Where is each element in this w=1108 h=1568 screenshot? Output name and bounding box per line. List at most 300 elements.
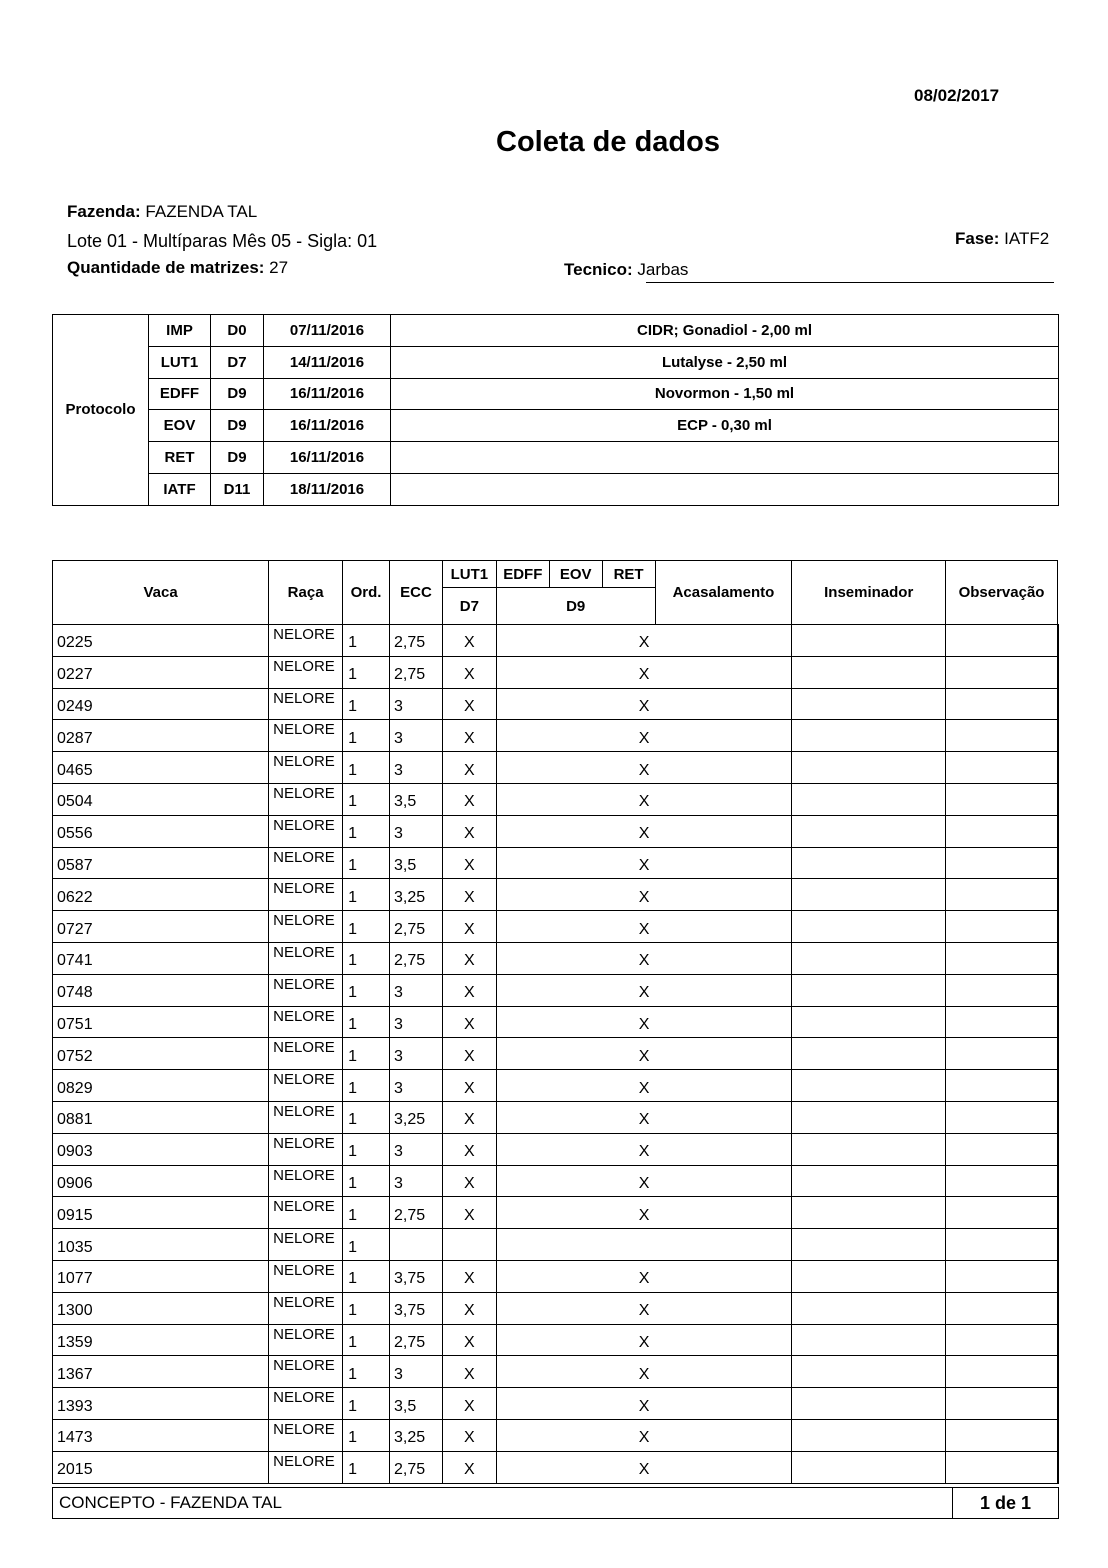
phase-label: Fase: bbox=[955, 229, 1000, 248]
protocol-day: D9 bbox=[211, 442, 264, 474]
cow-order: 1 bbox=[343, 783, 390, 815]
table-row bbox=[53, 974, 1059, 1006]
cow-order: 1 bbox=[343, 1133, 390, 1165]
cow-breed: NELORE bbox=[269, 1356, 343, 1388]
cow-acasalamento-cell bbox=[792, 1229, 946, 1261]
protocol-row bbox=[53, 473, 1059, 505]
cow-inseminador-cell bbox=[946, 783, 1058, 815]
cow-inseminador-cell bbox=[946, 1260, 1058, 1292]
cow-ecc bbox=[390, 1229, 443, 1261]
cow-d9-mark: X bbox=[496, 720, 792, 752]
cow-inseminador-cell bbox=[946, 942, 1058, 974]
protocol-row bbox=[53, 346, 1059, 378]
cow-inseminador-cell bbox=[946, 752, 1058, 784]
cow-d7-mark: X bbox=[442, 688, 496, 720]
cow-ecc: 3 bbox=[390, 1070, 443, 1102]
protocol-code: EDFF bbox=[149, 378, 211, 410]
protocol-day: D9 bbox=[211, 410, 264, 442]
cow-observacao-cell bbox=[1058, 720, 1059, 752]
cow-observacao-cell bbox=[1058, 815, 1059, 847]
cow-order: 1 bbox=[343, 1451, 390, 1483]
cow-breed: NELORE bbox=[269, 1324, 343, 1356]
farm-label: Fazenda: bbox=[67, 202, 141, 221]
header-observacao: Observação bbox=[946, 561, 1058, 625]
cow-id: 0727 bbox=[53, 911, 269, 943]
table-row bbox=[53, 1165, 1059, 1197]
cow-acasalamento-cell bbox=[792, 1006, 946, 1038]
cow-acasalamento-cell bbox=[792, 752, 946, 784]
protocol-day: D0 bbox=[211, 315, 264, 347]
cow-ecc: 3,75 bbox=[390, 1260, 443, 1292]
table-row bbox=[53, 942, 1059, 974]
cow-order: 1 bbox=[343, 752, 390, 784]
cow-observacao-cell bbox=[1058, 879, 1059, 911]
cow-d9-mark: X bbox=[496, 1292, 792, 1324]
protocol-code: RET bbox=[149, 442, 211, 474]
header-eov: EOV bbox=[549, 561, 602, 588]
cow-ecc: 3 bbox=[390, 688, 443, 720]
cow-observacao-cell bbox=[1058, 656, 1059, 688]
protocol-row bbox=[53, 378, 1059, 410]
cow-d7-mark: X bbox=[442, 1292, 496, 1324]
cow-order: 1 bbox=[343, 1229, 390, 1261]
cow-breed: NELORE bbox=[269, 1419, 343, 1451]
cow-id: 0906 bbox=[53, 1165, 269, 1197]
header-acasalamento: Acasalamento bbox=[655, 561, 792, 625]
cow-acasalamento-cell bbox=[792, 879, 946, 911]
cow-inseminador-cell bbox=[946, 1038, 1058, 1070]
cow-id: 1077 bbox=[53, 1260, 269, 1292]
cow-d7-mark: X bbox=[442, 1101, 496, 1133]
table-row bbox=[53, 752, 1059, 784]
cow-observacao-cell bbox=[1058, 1229, 1059, 1261]
cow-order: 1 bbox=[343, 1197, 390, 1229]
cow-id: 1359 bbox=[53, 1324, 269, 1356]
header-ecc: ECC bbox=[390, 561, 443, 625]
cow-d7-mark: X bbox=[442, 847, 496, 879]
cow-d9-mark: X bbox=[496, 625, 792, 657]
phase-line bbox=[955, 229, 1049, 249]
cow-d7-mark: X bbox=[442, 1038, 496, 1070]
cow-observacao-cell bbox=[1058, 942, 1059, 974]
cow-breed: NELORE bbox=[269, 1070, 343, 1102]
protocol-label: Protocolo bbox=[53, 315, 149, 506]
cow-inseminador-cell bbox=[946, 1165, 1058, 1197]
cow-observacao-cell bbox=[1058, 1165, 1059, 1197]
protocol-day: D11 bbox=[211, 473, 264, 505]
technician-line bbox=[564, 260, 688, 280]
cow-inseminador-cell bbox=[946, 1197, 1058, 1229]
cow-acasalamento-cell bbox=[792, 1388, 946, 1420]
cow-acasalamento-cell bbox=[792, 974, 946, 1006]
table-row bbox=[53, 847, 1059, 879]
cow-inseminador-cell bbox=[946, 879, 1058, 911]
farm-value: FAZENDA TAL bbox=[145, 202, 258, 221]
cow-id: 0587 bbox=[53, 847, 269, 879]
technician-underline bbox=[646, 282, 1054, 283]
cow-breed: NELORE bbox=[269, 1101, 343, 1133]
cow-d9-mark: X bbox=[496, 1133, 792, 1165]
cow-ecc: 3,25 bbox=[390, 1101, 443, 1133]
header-raca: Raça bbox=[269, 561, 343, 625]
cow-d9-mark: X bbox=[496, 911, 792, 943]
table-row bbox=[53, 688, 1059, 720]
cow-d7-mark: X bbox=[442, 1356, 496, 1388]
cow-id: 0881 bbox=[53, 1101, 269, 1133]
cow-observacao-cell bbox=[1058, 1197, 1059, 1229]
cow-id: 0748 bbox=[53, 974, 269, 1006]
cow-acasalamento-cell bbox=[792, 1260, 946, 1292]
cow-id: 0287 bbox=[53, 720, 269, 752]
cow-breed: NELORE bbox=[269, 1292, 343, 1324]
cow-breed: NELORE bbox=[269, 1133, 343, 1165]
cow-observacao-cell bbox=[1058, 1133, 1059, 1165]
protocol-row bbox=[53, 315, 1059, 347]
cow-d7-mark: X bbox=[442, 879, 496, 911]
protocol-code: LUT1 bbox=[149, 346, 211, 378]
cow-order: 1 bbox=[343, 942, 390, 974]
cow-order: 1 bbox=[343, 1419, 390, 1451]
cow-d7-mark: X bbox=[442, 1197, 496, 1229]
cow-d7-mark bbox=[442, 1229, 496, 1261]
table-row bbox=[53, 1451, 1059, 1483]
cow-d9-mark: X bbox=[496, 847, 792, 879]
protocol-day: D7 bbox=[211, 346, 264, 378]
protocol-date: 16/11/2016 bbox=[264, 378, 391, 410]
cow-id: 1300 bbox=[53, 1292, 269, 1324]
lote-line: Lote 01 - Multíparas Mês 05 - Sigla: 01 bbox=[67, 231, 378, 251]
header-d7: D7 bbox=[442, 588, 496, 625]
cow-id: 0556 bbox=[53, 815, 269, 847]
table-row bbox=[53, 1006, 1059, 1038]
header-ret: RET bbox=[602, 561, 655, 588]
protocol-date: 07/11/2016 bbox=[264, 315, 391, 347]
cow-breed: NELORE bbox=[269, 1006, 343, 1038]
cow-inseminador-cell bbox=[946, 1388, 1058, 1420]
cow-id: 0465 bbox=[53, 752, 269, 784]
cow-breed: NELORE bbox=[269, 815, 343, 847]
report-date: 08/02/2017 bbox=[914, 86, 1000, 105]
cow-d9-mark: X bbox=[496, 688, 792, 720]
cow-observacao-cell bbox=[1058, 1260, 1059, 1292]
cow-d9-mark: X bbox=[496, 1324, 792, 1356]
cows-table bbox=[52, 560, 1059, 1484]
cow-order: 1 bbox=[343, 1038, 390, 1070]
cow-observacao-cell bbox=[1058, 625, 1059, 657]
cow-order: 1 bbox=[343, 1388, 390, 1420]
protocol-day: D9 bbox=[211, 378, 264, 410]
cow-acasalamento-cell bbox=[792, 783, 946, 815]
cow-breed: NELORE bbox=[269, 752, 343, 784]
cow-ecc: 2,75 bbox=[390, 1324, 443, 1356]
cow-d9-mark: X bbox=[496, 783, 792, 815]
cow-d7-mark: X bbox=[442, 783, 496, 815]
table-row bbox=[53, 879, 1059, 911]
cow-breed: NELORE bbox=[269, 847, 343, 879]
cow-acasalamento-cell bbox=[792, 1292, 946, 1324]
table-row bbox=[53, 1388, 1059, 1420]
table-row bbox=[53, 1101, 1059, 1133]
table-row bbox=[53, 1038, 1059, 1070]
cow-d9-mark: X bbox=[496, 974, 792, 1006]
table-row bbox=[53, 656, 1059, 688]
cow-inseminador-cell bbox=[946, 1006, 1058, 1038]
cow-order: 1 bbox=[343, 911, 390, 943]
cow-breed: NELORE bbox=[269, 974, 343, 1006]
cow-inseminador-cell bbox=[946, 1419, 1058, 1451]
cow-order: 1 bbox=[343, 1101, 390, 1133]
cow-order: 1 bbox=[343, 688, 390, 720]
cow-acasalamento-cell bbox=[792, 1038, 946, 1070]
protocol-date: 14/11/2016 bbox=[264, 346, 391, 378]
cow-order: 1 bbox=[343, 656, 390, 688]
cow-ecc: 3 bbox=[390, 1006, 443, 1038]
cow-inseminador-cell bbox=[946, 688, 1058, 720]
header-d9: D9 bbox=[496, 588, 655, 625]
cow-observacao-cell bbox=[1058, 1356, 1059, 1388]
cow-id: 0741 bbox=[53, 942, 269, 974]
cow-order: 1 bbox=[343, 974, 390, 1006]
cow-d7-mark: X bbox=[442, 1070, 496, 1102]
cow-id: 0752 bbox=[53, 1038, 269, 1070]
cow-d7-mark: X bbox=[442, 1165, 496, 1197]
cow-acasalamento-cell bbox=[792, 656, 946, 688]
cow-observacao-cell bbox=[1058, 1101, 1059, 1133]
protocol-date: 16/11/2016 bbox=[264, 410, 391, 442]
cow-inseminador-cell bbox=[946, 815, 1058, 847]
cow-d9-mark: X bbox=[496, 1356, 792, 1388]
cow-inseminador-cell bbox=[946, 847, 1058, 879]
technician-label: Tecnico: bbox=[564, 260, 633, 279]
cow-order: 1 bbox=[343, 720, 390, 752]
protocol-code: EOV bbox=[149, 410, 211, 442]
cow-inseminador-cell bbox=[946, 1229, 1058, 1261]
cow-ecc: 3 bbox=[390, 815, 443, 847]
cow-acasalamento-cell bbox=[792, 1133, 946, 1165]
table-row bbox=[53, 815, 1059, 847]
cow-ecc: 3,5 bbox=[390, 847, 443, 879]
phase-value: IATF2 bbox=[1004, 229, 1050, 248]
cow-d9-mark: X bbox=[496, 1451, 792, 1483]
table-row bbox=[53, 911, 1059, 943]
cow-ecc: 3 bbox=[390, 1356, 443, 1388]
cow-observacao-cell bbox=[1058, 688, 1059, 720]
cow-d9-mark: X bbox=[496, 1419, 792, 1451]
cow-ecc: 3 bbox=[390, 752, 443, 784]
cow-d9-mark: X bbox=[496, 1070, 792, 1102]
cow-order: 1 bbox=[343, 1292, 390, 1324]
cow-order: 1 bbox=[343, 815, 390, 847]
header-ord: Ord. bbox=[343, 561, 390, 625]
cow-order: 1 bbox=[343, 1165, 390, 1197]
cow-ecc: 3 bbox=[390, 1165, 443, 1197]
header-inseminador: Inseminador bbox=[792, 561, 946, 625]
cow-acasalamento-cell bbox=[792, 1356, 946, 1388]
cow-acasalamento-cell bbox=[792, 847, 946, 879]
cow-ecc: 2,75 bbox=[390, 625, 443, 657]
cow-breed: NELORE bbox=[269, 625, 343, 657]
cow-acasalamento-cell bbox=[792, 1451, 946, 1483]
cow-acasalamento-cell bbox=[792, 1197, 946, 1229]
cow-acasalamento-cell bbox=[792, 911, 946, 943]
cow-observacao-cell bbox=[1058, 752, 1059, 784]
cow-ecc: 3,5 bbox=[390, 1388, 443, 1420]
cow-id: 0903 bbox=[53, 1133, 269, 1165]
footer-table bbox=[52, 1487, 1059, 1519]
cow-acasalamento-cell bbox=[792, 942, 946, 974]
cow-ecc: 3,25 bbox=[390, 1419, 443, 1451]
cow-observacao-cell bbox=[1058, 1324, 1059, 1356]
cow-observacao-cell bbox=[1058, 1292, 1059, 1324]
technician-value: Jarbas bbox=[637, 260, 689, 279]
cow-inseminador-cell bbox=[946, 1070, 1058, 1102]
cow-observacao-cell bbox=[1058, 1388, 1059, 1420]
cow-ecc: 2,75 bbox=[390, 656, 443, 688]
cow-id: 0622 bbox=[53, 879, 269, 911]
cow-d7-mark: X bbox=[442, 1451, 496, 1483]
cow-observacao-cell bbox=[1058, 1038, 1059, 1070]
cow-ecc: 3 bbox=[390, 720, 443, 752]
cow-order: 1 bbox=[343, 847, 390, 879]
protocol-table bbox=[52, 314, 1059, 506]
table-row bbox=[53, 720, 1059, 752]
cow-observacao-cell bbox=[1058, 974, 1059, 1006]
cow-id: 1367 bbox=[53, 1356, 269, 1388]
cow-acasalamento-cell bbox=[792, 1324, 946, 1356]
protocol-row bbox=[53, 442, 1059, 474]
cow-acasalamento-cell bbox=[792, 1101, 946, 1133]
cow-d9-mark: X bbox=[496, 1388, 792, 1420]
cow-d7-mark: X bbox=[442, 1260, 496, 1292]
table-row bbox=[53, 1133, 1059, 1165]
quantity-line bbox=[67, 258, 288, 278]
protocol-description: CIDR; Gonadiol - 2,00 ml bbox=[391, 315, 1059, 347]
cow-acasalamento-cell bbox=[792, 1070, 946, 1102]
cow-order: 1 bbox=[343, 879, 390, 911]
table-row bbox=[53, 1229, 1059, 1261]
cow-order: 1 bbox=[343, 1324, 390, 1356]
cow-id: 0915 bbox=[53, 1197, 269, 1229]
cow-inseminador-cell bbox=[946, 1133, 1058, 1165]
cow-d9-mark: X bbox=[496, 815, 792, 847]
cow-d9-mark: X bbox=[496, 1197, 792, 1229]
cow-ecc: 2,75 bbox=[390, 942, 443, 974]
cow-inseminador-cell bbox=[946, 911, 1058, 943]
cow-order: 1 bbox=[343, 625, 390, 657]
cow-order: 1 bbox=[343, 1070, 390, 1102]
cow-ecc: 2,75 bbox=[390, 1197, 443, 1229]
table-row bbox=[53, 1419, 1059, 1451]
cow-ecc: 3 bbox=[390, 1038, 443, 1070]
cow-id: 1393 bbox=[53, 1388, 269, 1420]
cow-d7-mark: X bbox=[442, 720, 496, 752]
cow-d7-mark: X bbox=[442, 1419, 496, 1451]
cow-breed: NELORE bbox=[269, 1229, 343, 1261]
cow-acasalamento-cell bbox=[792, 720, 946, 752]
table-row bbox=[53, 783, 1059, 815]
protocol-description bbox=[391, 473, 1059, 505]
cow-ecc: 3,25 bbox=[390, 879, 443, 911]
cow-inseminador-cell bbox=[946, 1101, 1058, 1133]
cow-d9-mark: X bbox=[496, 656, 792, 688]
table-row bbox=[53, 1070, 1059, 1102]
protocol-description bbox=[391, 442, 1059, 474]
table-row bbox=[53, 1260, 1059, 1292]
cow-acasalamento-cell bbox=[792, 625, 946, 657]
cow-d9-mark: X bbox=[496, 942, 792, 974]
table-row bbox=[53, 625, 1059, 657]
cow-observacao-cell bbox=[1058, 783, 1059, 815]
cow-id: 0751 bbox=[53, 1006, 269, 1038]
protocol-date: 16/11/2016 bbox=[264, 442, 391, 474]
cow-breed: NELORE bbox=[269, 1197, 343, 1229]
cow-d9-mark: X bbox=[496, 879, 792, 911]
page-title: Coleta de dados bbox=[496, 126, 720, 158]
farm-line bbox=[67, 202, 257, 222]
cow-acasalamento-cell bbox=[792, 688, 946, 720]
protocol-date: 18/11/2016 bbox=[264, 473, 391, 505]
table-row bbox=[53, 1356, 1059, 1388]
cow-d7-mark: X bbox=[442, 1388, 496, 1420]
cow-breed: NELORE bbox=[269, 783, 343, 815]
cow-id: 0504 bbox=[53, 783, 269, 815]
cow-breed: NELORE bbox=[269, 656, 343, 688]
cow-d7-mark: X bbox=[442, 625, 496, 657]
cow-observacao-cell bbox=[1058, 911, 1059, 943]
cow-d9-mark: X bbox=[496, 1101, 792, 1133]
cow-id: 0829 bbox=[53, 1070, 269, 1102]
cow-d7-mark: X bbox=[442, 942, 496, 974]
cow-inseminador-cell bbox=[946, 1356, 1058, 1388]
protocol-code: IMP bbox=[149, 315, 211, 347]
cow-breed: NELORE bbox=[269, 879, 343, 911]
cow-order: 1 bbox=[343, 1260, 390, 1292]
cow-ecc: 3,75 bbox=[390, 1292, 443, 1324]
cow-d9-mark: X bbox=[496, 752, 792, 784]
cow-observacao-cell bbox=[1058, 1006, 1059, 1038]
cow-inseminador-cell bbox=[946, 625, 1058, 657]
cow-observacao-cell bbox=[1058, 1070, 1059, 1102]
quantity-value: 27 bbox=[269, 258, 289, 277]
cow-inseminador-cell bbox=[946, 720, 1058, 752]
cow-breed: NELORE bbox=[269, 688, 343, 720]
table-row bbox=[53, 1292, 1059, 1324]
cow-ecc: 3 bbox=[390, 974, 443, 1006]
cow-ecc: 3 bbox=[390, 1133, 443, 1165]
cow-id: 0225 bbox=[53, 625, 269, 657]
cow-breed: NELORE bbox=[269, 1038, 343, 1070]
cow-d9-mark: X bbox=[496, 1165, 792, 1197]
cow-d7-mark: X bbox=[442, 974, 496, 1006]
cow-breed: NELORE bbox=[269, 1451, 343, 1483]
cow-d7-mark: X bbox=[442, 1133, 496, 1165]
header-edff: EDFF bbox=[496, 561, 549, 588]
cow-breed: NELORE bbox=[269, 911, 343, 943]
quantity-label: Quantidade de matrizes: bbox=[67, 258, 265, 277]
table-row bbox=[53, 1324, 1059, 1356]
cow-breed: NELORE bbox=[269, 1165, 343, 1197]
cow-breed: NELORE bbox=[269, 720, 343, 752]
cow-inseminador-cell bbox=[946, 656, 1058, 688]
footer-company: CONCEPTO - FAZENDA TAL bbox=[53, 1488, 953, 1519]
cow-observacao-cell bbox=[1058, 1419, 1059, 1451]
cow-acasalamento-cell bbox=[792, 1165, 946, 1197]
protocol-description: ECP - 0,30 ml bbox=[391, 410, 1059, 442]
cow-breed: NELORE bbox=[269, 1260, 343, 1292]
cow-id: 2015 bbox=[53, 1451, 269, 1483]
protocol-description: Lutalyse - 2,50 ml bbox=[391, 346, 1059, 378]
protocol-code: IATF bbox=[149, 473, 211, 505]
